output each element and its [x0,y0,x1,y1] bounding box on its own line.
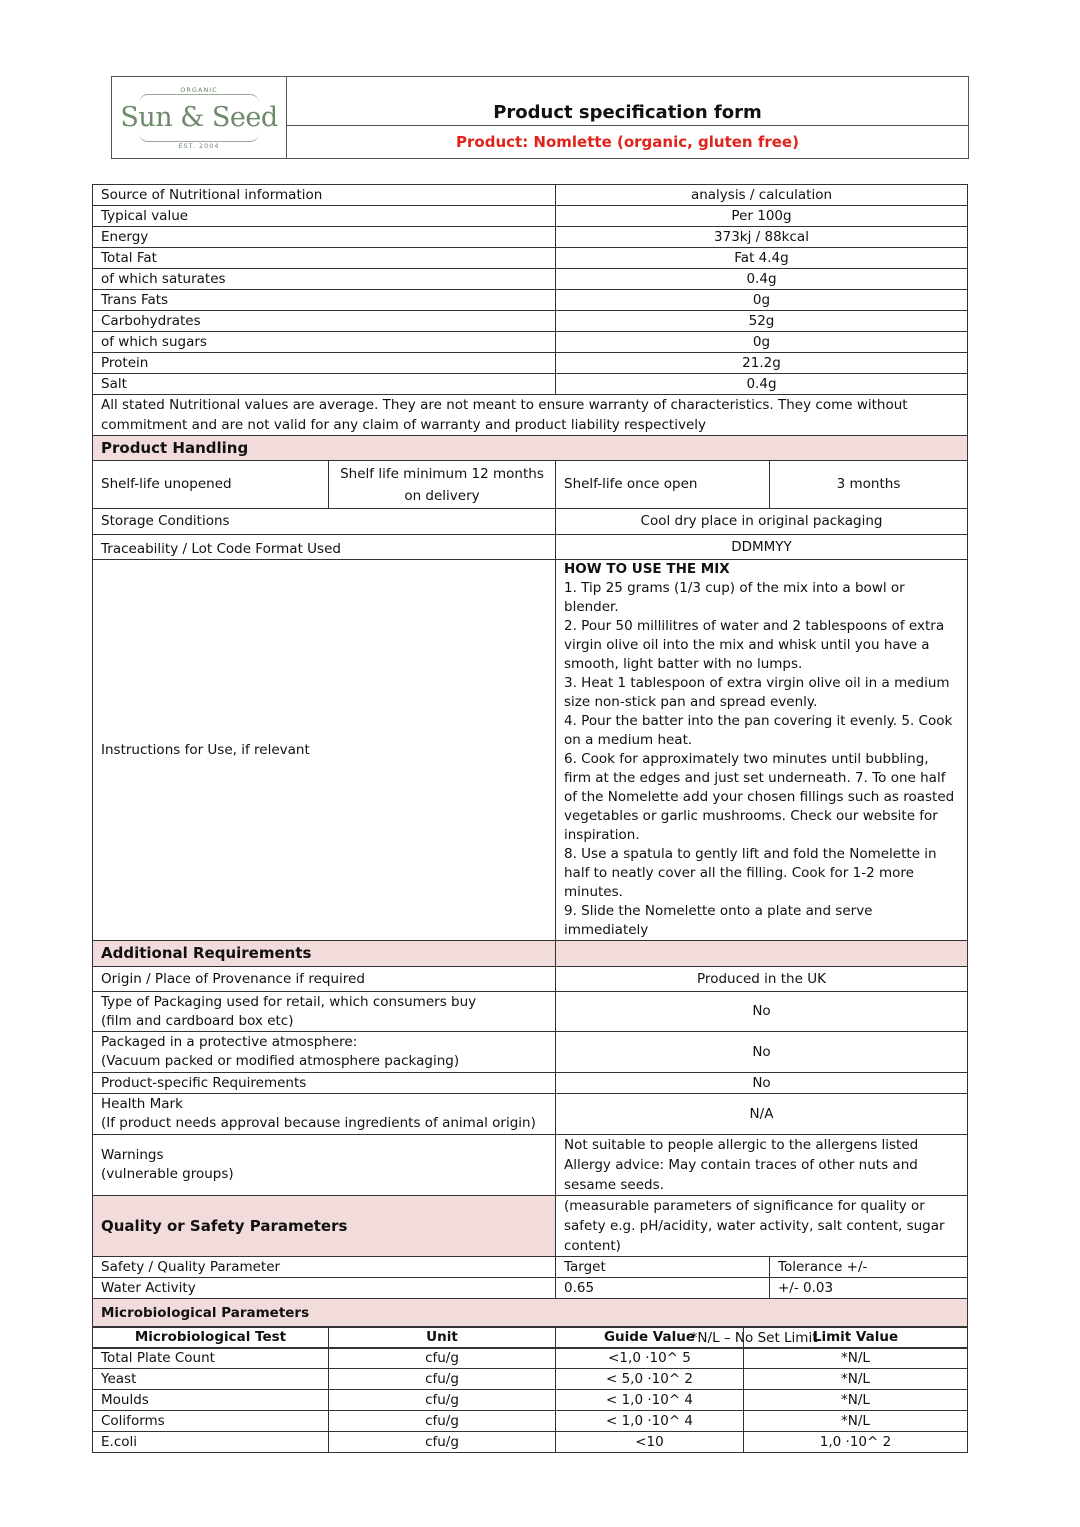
section-title: Quality or Safety Parameters [93,1196,556,1257]
form-header [111,76,969,159]
traceability-value: DDMMYY [556,535,968,560]
micro-header: Guide Value [556,1327,744,1348]
micro-cell: E.coli [93,1432,329,1453]
shelf-life-row [93,461,968,509]
packaging-value: No [556,992,968,1032]
instruction-step: 9. Slide the Nomelette onto a plate and serve immediately [564,903,873,938]
nutrition-value: Per 100g [556,206,968,227]
nutrition-value: 373kj / 88kcal [556,227,968,248]
instruction-step: 2. Pour 50 millilitres of water and 2 tablespoons of extra virgin olive oil into the mix and whisk until you have a smooth, light batter with no lumps. [564,618,945,672]
nutrition-value: analysis / calculation [556,185,968,206]
quality-row [93,1278,968,1299]
specific-requirements-row [93,1073,968,1094]
nutrition-label: Energy [93,227,556,248]
nutrition-label: Total Fat [93,248,556,269]
health-label: Health Mark [101,1096,183,1112]
table-row [93,374,968,395]
nutrition-value: 52g [556,311,968,332]
micro-cell: Yeast [93,1369,329,1390]
nutrition-label: Protein [93,353,556,374]
storage-row [93,509,968,535]
micro-cell: Moulds [93,1390,329,1411]
nutrition-label: of which sugars [93,332,556,353]
logo-bottom-text: EST. 2004 [178,141,220,150]
instruction-step: 1. Tip 25 grams (1/3 cup) of the mix into a bowl or blender. [564,580,905,615]
table-row [93,1390,968,1411]
micro-cell: cfu/g [329,1411,556,1432]
shelf-unopened-value: Shelf life minimum 12 months on delivery [329,461,556,509]
allergy-advice: Allergy advice: May contain traces of other nuts and sesame seeds. [564,1157,918,1193]
specific-label: Product-specific Requirements [93,1073,556,1094]
section-microbiological [93,1299,968,1328]
micro-header-row [93,1327,968,1348]
micro-cell: <10 [556,1432,744,1453]
micro-header: Unit [329,1327,556,1348]
target-header: Target [556,1257,770,1278]
logo-main-text: Sun & Seed [120,101,278,133]
warnings-row [93,1135,968,1196]
table-row [93,1432,968,1453]
micro-cell: < 1,0 ·10^ 4 [556,1411,744,1432]
nutrition-value: 0.4g [556,374,968,395]
origin-label: Origin / Place of Provenance if required [93,967,556,992]
instructions-label: Instructions for Use, if relevant [93,560,556,941]
micro-header: Microbiological Test [93,1327,329,1348]
logo-top-text: ORGANIC [180,85,218,94]
section-quality-safety [93,1196,968,1257]
packaging-label: Type of Packaging used for retail, which consumers buy [101,993,477,1010]
table-row [93,269,968,290]
tolerance-header: Tolerance +/- [770,1257,968,1278]
param-name: Water Activity [93,1278,556,1299]
health-sublabel: (If product needs approval because ingredients of animal origin) [101,1115,536,1131]
micro-cell: *N/L [744,1390,968,1411]
warnings-label: Warnings [101,1147,164,1163]
nutrition-value: 21.2g [556,353,968,374]
instruction-step: 3. Heat 1 tablespoon of extra virgin olive oil in a medium size non-stick pan and spread evenly. [564,675,950,710]
section-product-handling [93,436,968,461]
packaging-row [93,992,968,1032]
micro-cell: Coliforms [93,1411,329,1432]
micro-cell: *N/L [744,1348,968,1369]
micro-cell: < 5,0 ·10^ 2 [556,1369,744,1390]
micro-cell: *N/L [744,1369,968,1390]
atmosphere-label: Packaged in a protective atmosphere: [101,1034,358,1050]
micro-cell: cfu/g [329,1390,556,1411]
nutrition-value: 0g [556,332,968,353]
nutrition-section [93,185,968,395]
quality-description: (measurable parameters of significance for quality or safety e.g. pH/acidity, water activity, salt content, sugar content) [556,1196,968,1257]
instruction-step: 4. Pour the batter into the pan covering it evenly. 5. Cook on a medium heat. [564,713,953,748]
atmosphere-sublabel: (Vacuum packed or modified atmosphere packaging) [101,1053,460,1069]
shelf-open-value: 3 months [770,461,968,509]
micro-cell: cfu/g [329,1432,556,1453]
instructions-list [564,579,959,940]
health-mark-row [93,1094,968,1135]
shelf-unopened-label: Shelf-life unopened [93,461,329,509]
micro-note: *N/L – No Set Limit [93,1328,968,1349]
target-value: 0.65 [556,1278,770,1299]
section-title: Additional Requirements [93,941,556,967]
micro-cell: 1,0 ·10^ 2 [744,1432,968,1453]
micro-header: Limit Value [744,1327,968,1348]
section-additional-requirements [93,941,968,967]
micro-cell: *N/L [744,1411,968,1432]
table-row [93,311,968,332]
storage-label: Storage Conditions [93,509,556,535]
table-row [93,206,968,227]
traceability-row [93,535,968,560]
section-title: Microbiological Parameters [93,1299,968,1328]
micro-cell: Total Plate Count [93,1348,329,1369]
table-row [93,1348,968,1369]
micro-cell: < 1,0 ·10^ 4 [556,1390,744,1411]
tolerance-value: +/- 0.03 [770,1278,968,1299]
warnings-value: Not suitable to people allergic to the allergens listed [564,1137,919,1153]
traceability-label: Traceability / Lot Code Format Used [93,535,556,560]
origin-value: Produced in the UK [556,967,968,992]
table-row [93,227,968,248]
nutrition-label: of which saturates [93,269,556,290]
shelf-open-label: Shelf-life once open [556,461,770,509]
micro-cell: cfu/g [329,1369,556,1390]
table-row [93,1411,968,1432]
nutrition-label: Trans Fats [93,290,556,311]
nutrition-value: Fat 4.4g [556,248,968,269]
nutrition-disclaimer: All stated Nutritional values are average. They are not meant to ensure warranty of characteristics. They come without commitment and are not valid for any claim of warranty and product liability respectively [93,395,968,436]
instructions-heading: HOW TO USE THE MIX [564,561,730,577]
atmosphere-value: No [556,1032,968,1073]
nutrition-label: Carbohydrates [93,311,556,332]
section-title: Product Handling [93,436,968,461]
atmosphere-row [93,1032,968,1073]
table-row [93,185,968,206]
table-row [93,332,968,353]
table-row [93,290,968,311]
product-name: Product: Nomlette (organic, gluten free) [456,133,799,151]
specific-value: No [556,1073,968,1094]
table-row [93,1369,968,1390]
specification-table [92,184,968,1349]
nutrition-label: Typical value [93,206,556,227]
table-row [93,353,968,374]
instructions-content [556,560,968,941]
quality-header-row [93,1257,968,1278]
nutrition-value: 0.4g [556,269,968,290]
param-header: Safety / Quality Parameter [93,1257,556,1278]
nutrition-disclaimer-row [93,395,968,436]
warnings-sublabel: (vulnerable groups) [101,1166,234,1182]
instruction-step: 8. Use a spatula to gently lift and fold the Nomelette in half to neatly cover all the filling. Cook for 1-2 more minutes. [564,846,937,900]
origin-row [93,967,968,992]
microbiological-table [92,1326,968,1453]
packaging-sublabel: (film and cardboard box etc) [101,1012,294,1029]
micro-cell: cfu/g [329,1348,556,1369]
instruction-step: 6. Cook for approximately two minutes until bubbling, firm at the edges and just set underneath. 7. To one half of the Nomelette add your chosen fillings such as roasted vegetables or garlic mushrooms. Check our website for inspiration. [564,751,955,843]
table-row [93,248,968,269]
brand-logo [112,77,287,158]
storage-value: Cool dry place in original packaging [556,509,968,535]
health-value: N/A [556,1094,968,1135]
micro-cell: <1,0 ·10^ 5 [556,1348,744,1369]
form-title: Product specification form [287,77,968,126]
nutrition-label: Salt [93,374,556,395]
nutrition-value: 0g [556,290,968,311]
nutrition-label: Source of Nutritional information [93,185,556,206]
instructions-row [93,560,968,941]
